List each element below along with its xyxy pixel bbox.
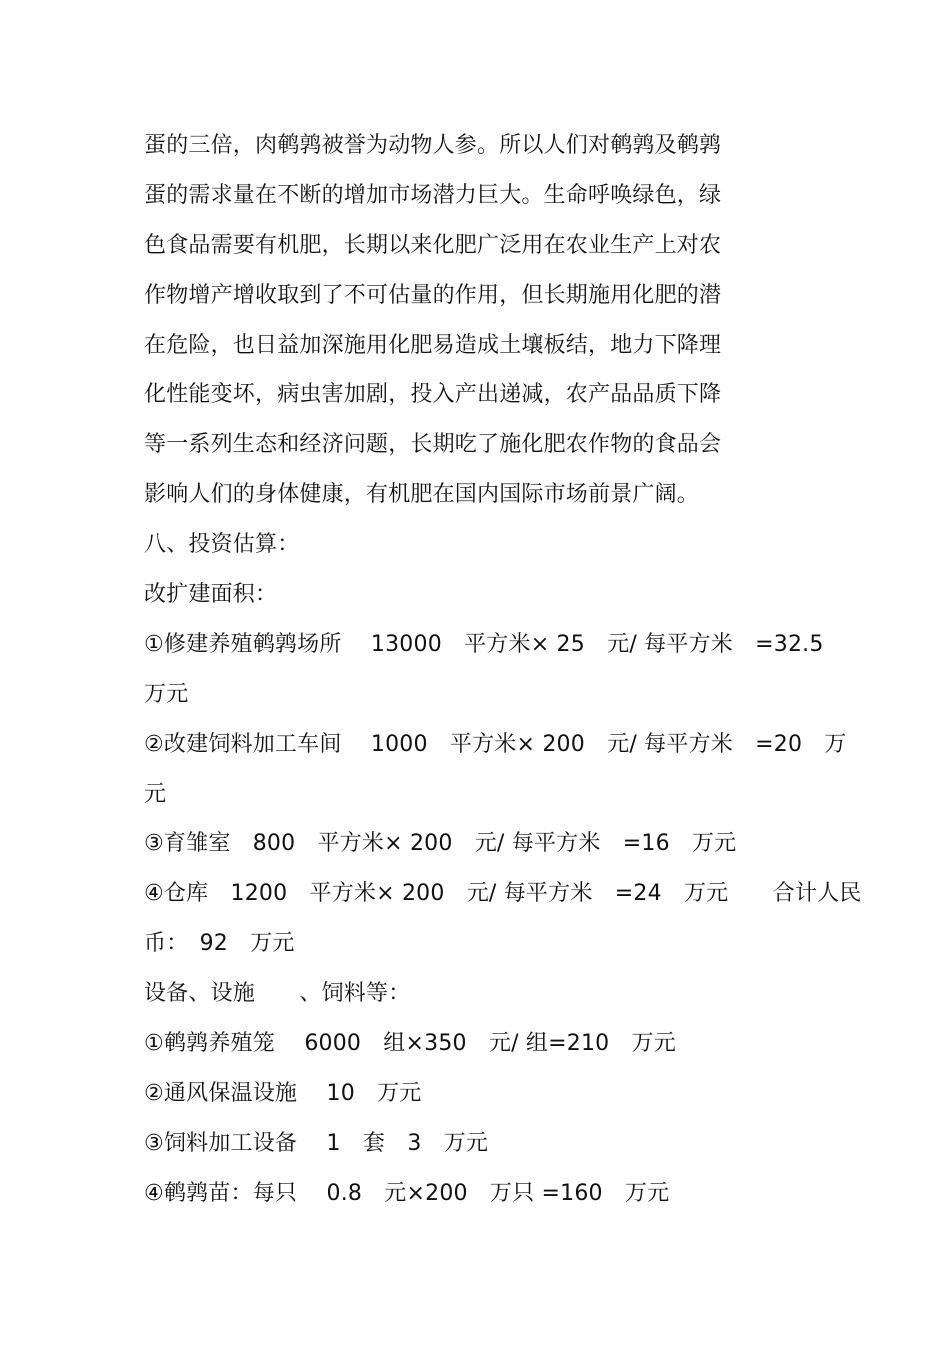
paragraph-line: 在危险，也日益加深施用化肥易造成土壤板结，地力下降理 <box>144 332 722 358</box>
list-item: ②改建饲料加工车间 1000 平方米× 200 元/ 每平方米 =20 万 <box>144 731 847 757</box>
paragraph-line: 化性能变坏，病虫害加剧，投入产出递减，农产品品质下降 <box>144 382 722 408</box>
list-item: ②通风保温设施 10 万元 <box>144 1080 422 1106</box>
paragraph-line: 等一系列生态和经济问题，长期吃了施化肥农作物的食品会 <box>144 432 722 458</box>
list-item: ③饲料加工设备 1 套 3 万元 <box>144 1130 489 1156</box>
document-body <box>144 121 862 1219</box>
list-item: ③育雏室 800 平方米× 200 元/ 每平方米 =16 万元 <box>144 831 737 857</box>
subsection-heading: 设备、设施 、饲料等： <box>144 981 411 1007</box>
list-item: ①鹌鹑养殖笼 6000 组×350 元/ 组=210 万元 <box>144 1031 676 1057</box>
paragraph-line: 色食品需要有机肥，长期以来化肥广泛用在农业生产上对农 <box>144 232 722 258</box>
list-item: ④仓库 1200 平方米× 200 元/ 每平方米 =24 万元 合计人民 <box>144 881 862 907</box>
paragraph-line: 作物增产增收取到了不可估量的作用，但长期施用化肥的潜 <box>144 282 722 308</box>
paragraph-line: 蛋的三倍，肉鹌鹑被誉为动物人参。所以人们对鹌鹑及鹌鹑 <box>144 133 722 158</box>
paragraph-line: 影响人们的身体健康，有机肥在国内国际市场前景广阔。 <box>144 482 700 508</box>
list-item-continuation: 币： 92 万元 <box>144 931 295 957</box>
section-heading: 八、投资估算： <box>144 532 300 558</box>
list-item-continuation: 元 <box>144 781 167 807</box>
list-item: ①修建养殖鹌鹑场所 13000 平方米× 25 元/ 每平方米 =32.5 <box>144 631 824 657</box>
list-item-continuation: 万元 <box>144 681 189 707</box>
list-item: ④鹌鹑苗：每只 0.8 元×200 万只 =160 万元 <box>144 1180 670 1206</box>
subsection-heading: 改扩建面积： <box>144 582 278 608</box>
paragraph-line: 蛋的需求量在不断的增加市场潜力巨大。生命呼唤绿色，绿 <box>144 182 722 208</box>
